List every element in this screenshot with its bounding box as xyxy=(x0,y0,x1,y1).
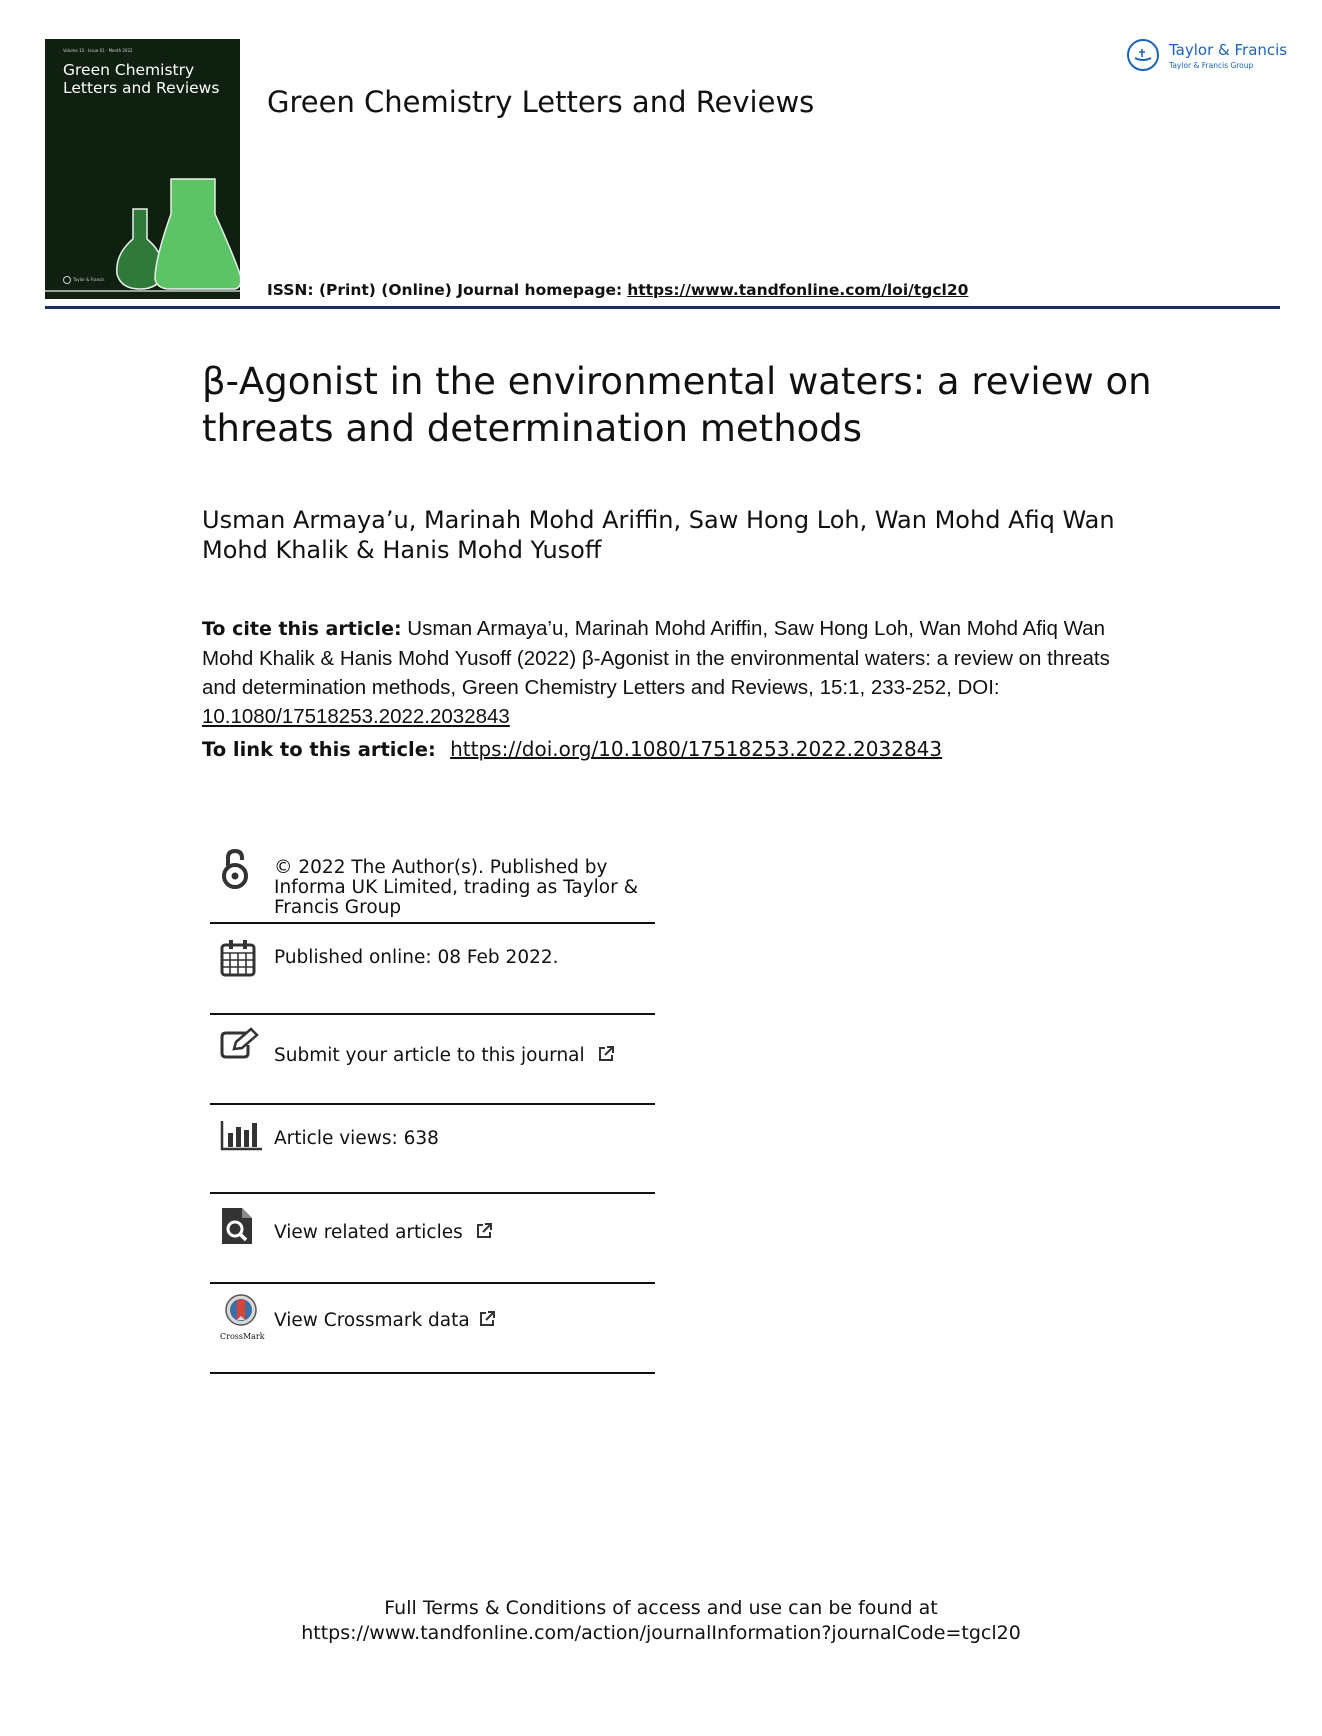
external-link-icon xyxy=(597,1045,615,1063)
footer-terms-link[interactable]: https://www.tandfonline.com/action/journalInformation?journalCode=tgcl20 xyxy=(301,1622,1021,1644)
open-access-lock-icon xyxy=(220,848,250,890)
journal-homepage-link[interactable]: https://www.tandfonline.com/loi/tgcl20 xyxy=(627,281,969,299)
published-row xyxy=(210,924,655,1015)
publisher-name: Taylor & Francis xyxy=(1169,41,1288,59)
published-text: Published online: 08 Feb 2022. xyxy=(274,947,559,968)
footer xyxy=(0,1596,1322,1646)
related-row[interactable] xyxy=(210,1194,655,1284)
document-search-icon xyxy=(220,1206,254,1246)
cover-meta: Volume 15 · Issue 01 · Month 2022 xyxy=(63,48,133,53)
calendar-icon xyxy=(220,939,256,977)
publisher-logo[interactable] xyxy=(1127,37,1287,77)
footer-terms-text: Full Terms & Conditions of access and use can be found at xyxy=(384,1597,938,1619)
edit-icon xyxy=(220,1027,260,1059)
article-authors: Usman Armaya’u, Marinah Mohd Ariffin, Saw Hong Loh, Wan Mohd Afiq Wan Mohd Khalik & Hanis Mohd Yusoff xyxy=(202,506,1115,564)
bar-chart-icon xyxy=(220,1119,264,1151)
cite-doi-link[interactable]: 10.1080/17518253.2022.2032843 xyxy=(202,705,510,728)
external-link-icon xyxy=(478,1310,496,1328)
article-link-line xyxy=(202,737,942,761)
crossmark-icon xyxy=(220,1294,262,1330)
submit-row[interactable] xyxy=(210,1015,655,1105)
submit-link[interactable]: Submit your article to this journal xyxy=(274,1045,585,1066)
open-access-text: © 2022 The Author(s). Published by Informa UK Limited, trading as Taylor & Francis Group xyxy=(274,857,639,918)
link-label: To link to this article: xyxy=(202,738,436,761)
open-access-row xyxy=(210,838,655,924)
views-text: Article views: 638 xyxy=(274,1128,439,1149)
publisher-logo-icon xyxy=(1127,39,1159,71)
article-doi-link[interactable]: https://doi.org/10.1080/17518253.2022.2032843 xyxy=(450,737,943,761)
cover-title: Green Chemistry Letters and Reviews xyxy=(63,61,220,97)
citation xyxy=(202,614,1142,731)
related-articles-link[interactable]: View related articles xyxy=(274,1222,463,1243)
header-rule xyxy=(45,306,1280,309)
issn-line xyxy=(267,281,968,299)
cite-label: To cite this article: xyxy=(202,618,402,640)
flask-illustration-icon xyxy=(45,109,240,299)
external-link-icon xyxy=(475,1222,493,1240)
publisher-group: Taylor & Francis Group xyxy=(1169,61,1254,70)
views-row xyxy=(210,1105,655,1194)
crossmark-row[interactable] xyxy=(210,1284,655,1374)
issn-label: ISSN: (Print) (Online) Journal homepage: xyxy=(267,281,623,299)
crossmark-logo-text: CrossMark xyxy=(220,1332,265,1341)
journal-name: Green Chemistry Letters and Reviews xyxy=(267,85,815,119)
cover-publisher: Taylor & Francis xyxy=(73,277,105,282)
cite-text: Usman Armaya’u, Marinah Mohd Ariffin, Saw Hong Loh, Wan Mohd Afiq Wan Mohd Khalik & Hanis Mohd Yusoff (2022) β-Agonist in the environmental waters: a review on threats and determination methods, Green Chemistry Letters and Reviews, 15:1, 233-252, DOI: xyxy=(202,617,1110,699)
journal-cover xyxy=(45,39,240,299)
cover-publisher-logo-icon xyxy=(63,276,71,284)
article-title: β-Agonist in the environmental waters: a review on threats and determination methods xyxy=(202,360,1152,450)
crossmark-link[interactable]: View Crossmark data xyxy=(274,1310,470,1331)
